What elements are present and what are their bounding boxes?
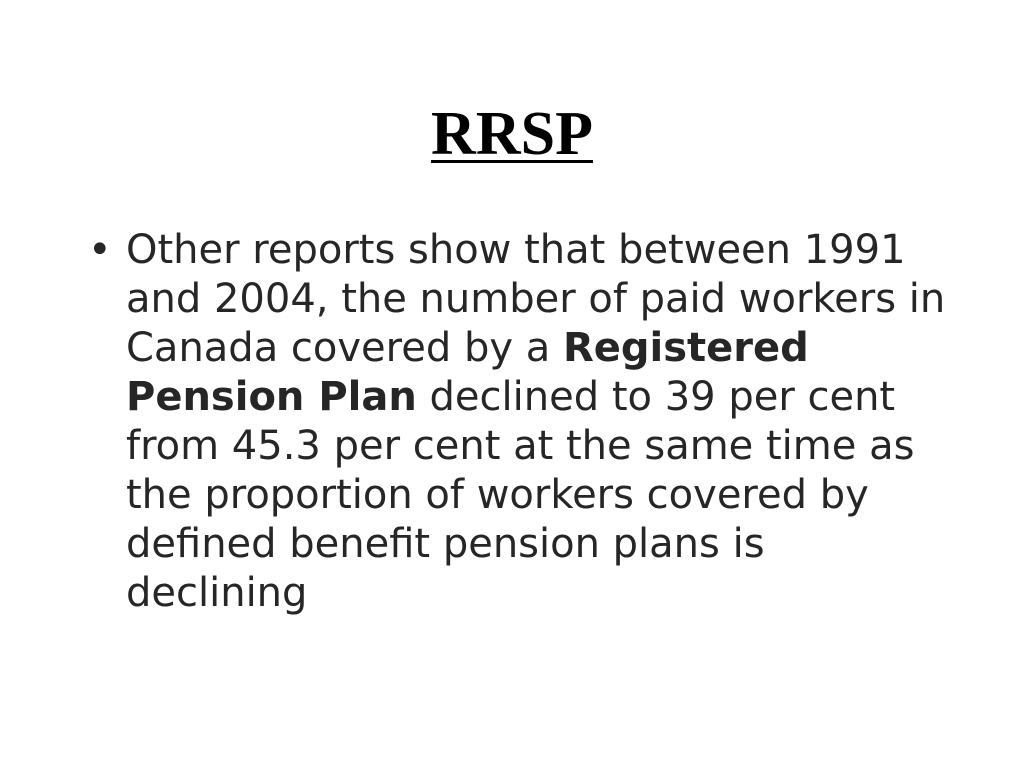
- bullet-marker: •: [88, 227, 112, 273]
- bullet-text-bold: Registered Pension Plan: [126, 325, 809, 420]
- slide-title-text: RRSP: [431, 100, 593, 168]
- bullet-list: [88, 226, 948, 618]
- bullet-item: [88, 226, 948, 618]
- slide-title: [0, 98, 1024, 170]
- bullet-text-before: Other reports show that between 1991 and 2004, the number of paid workers in Canada covered by a: [126, 227, 946, 371]
- bullet-text-after: declined to 39 per cent from 45.3 per cent at the same time as the proportion of workers covered by defined benefit pension plans is declining: [126, 374, 915, 616]
